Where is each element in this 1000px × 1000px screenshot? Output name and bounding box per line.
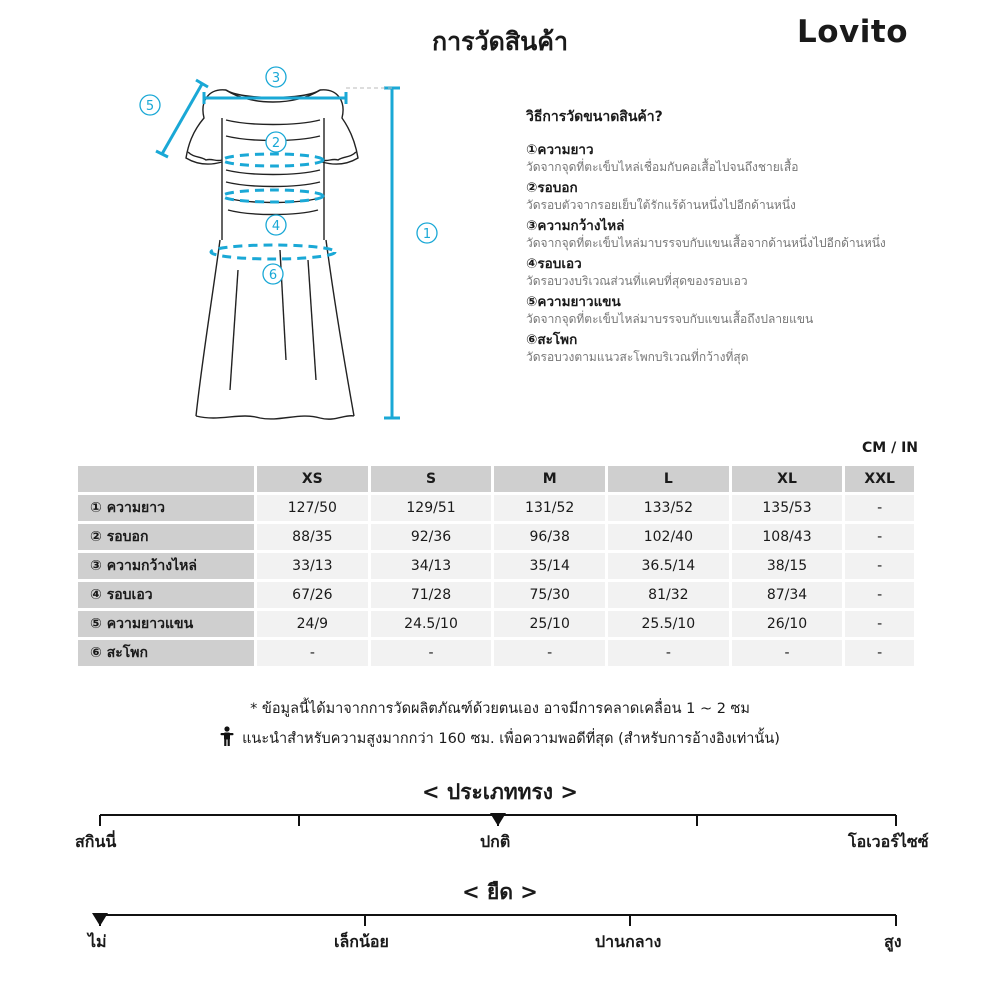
table-cell: 38/15 xyxy=(732,553,843,579)
size-header: L xyxy=(608,466,729,492)
table-cell: 81/32 xyxy=(608,582,729,608)
size-header: M xyxy=(494,466,605,492)
fit-label-oversize: โอเวอร์ไซซ์ xyxy=(848,832,929,851)
table-row xyxy=(78,611,914,637)
guide-item-hip xyxy=(526,332,966,366)
table-row xyxy=(78,640,914,666)
guide-item-sleeve xyxy=(526,294,966,328)
table-cell: 26/10 xyxy=(732,611,843,637)
table-cell: 25.5/10 xyxy=(608,611,729,637)
table-cell: - xyxy=(732,640,843,666)
table-cell: 33/13 xyxy=(257,553,368,579)
table-cell: 131/52 xyxy=(494,495,605,521)
row-label: ① ความยาว xyxy=(78,495,254,521)
row-label: ③ ความกว้างไหล่ xyxy=(78,553,254,579)
guide-item-shoulder xyxy=(526,218,966,252)
guide-item-name: ①ความยาว xyxy=(526,142,594,158)
table-row xyxy=(78,582,914,608)
marker-shoulder-label: 3 xyxy=(271,71,281,86)
guide-item-waist xyxy=(526,256,966,290)
stretch-label-medium: ปานกลาง xyxy=(595,932,662,951)
table-cell: 92/36 xyxy=(371,524,492,550)
table-cell: 88/35 xyxy=(257,524,368,550)
guide-item-bust xyxy=(526,180,966,214)
table-cell: 36.5/14 xyxy=(608,553,729,579)
fit-scale-title: < ประเภททรง > xyxy=(422,780,578,804)
table-cell: 87/34 xyxy=(732,582,843,608)
table-cell: 96/38 xyxy=(494,524,605,550)
accuracy-note: * ข้อมูลนี้ได้มาจากการวัดผลิตภัณฑ์ด้วยตนเอง อาจมีการคลาดเคลื่อน 1 ~ 2 ซม xyxy=(250,701,750,717)
guide-item-desc: วัดรอบวงตามแนวสะโพกบริเวณที่กว้างที่สุด xyxy=(526,350,749,364)
fit-scale-bar xyxy=(90,806,910,832)
guide-item-name: ⑥สะโพก xyxy=(526,332,578,348)
table-cell: 129/51 xyxy=(371,495,492,521)
table-cell: - xyxy=(494,640,605,666)
brand-logo: Lovito xyxy=(796,14,908,50)
table-cell: - xyxy=(845,524,914,550)
table-cell: - xyxy=(608,640,729,666)
height-note-text: แนะนำสำหรับความสูงมากกว่า 160 ซม. เพื่อความพอดีที่สุด (สำหรับการอ้างอิงเท่านั้น) xyxy=(242,731,780,747)
stretch-scale-marker xyxy=(92,913,108,926)
table-cell: 108/43 xyxy=(732,524,843,550)
guide-item-desc: วัดรอบตัวจากรอยเย็บใต้รักแร้ด้านหนึ่งไปอีกด้านหนึ่ง xyxy=(526,198,796,212)
marker-length-label: 1 xyxy=(422,227,432,242)
dress-diagram xyxy=(130,60,460,430)
size-chart-table xyxy=(75,463,917,669)
table-cell: 133/52 xyxy=(608,495,729,521)
size-header: XL xyxy=(732,466,843,492)
table-cell: 67/26 xyxy=(257,582,368,608)
row-label: ⑥ สะโพก xyxy=(78,640,254,666)
page-title: การวัดสินค้า xyxy=(432,27,568,56)
size-header: XS xyxy=(257,466,368,492)
guide-item-desc: วัดรอบวงบริเวณส่วนที่แคบที่สุดของรอบเอว xyxy=(526,274,748,288)
marker-hip-label: 6 xyxy=(268,268,278,283)
measurement-guide xyxy=(526,106,966,370)
person-icon xyxy=(220,726,234,746)
table-cell: 71/28 xyxy=(371,582,492,608)
measurement-lines xyxy=(156,80,400,418)
table-row xyxy=(78,524,914,550)
table-row xyxy=(78,495,914,521)
height-note xyxy=(0,726,1000,750)
table-corner-cell xyxy=(78,466,254,492)
table-header-row xyxy=(78,466,914,492)
row-label: ④ รอบเอว xyxy=(78,582,254,608)
table-cell: 25/10 xyxy=(494,611,605,637)
guide-item-desc: วัดจากจุดที่ตะเข็บไหล่มาบรรจบกับแขนเสื้อจากด้านหนึ่งไปอีกด้านหนึ่ง xyxy=(526,236,886,250)
stretch-scale-title: < ยืด > xyxy=(462,880,538,904)
unit-label: CM / IN xyxy=(862,440,918,456)
table-cell: - xyxy=(257,640,368,666)
guide-item-desc: วัดจากจุดที่ตะเข็บไหล่เชื่อมกับคอเสื้อไปจนถึงชายเสื้อ xyxy=(526,160,799,174)
marker-sleeve-label: 5 xyxy=(145,99,155,114)
stretch-scale-bar xyxy=(90,906,910,932)
table-cell: 34/13 xyxy=(371,553,492,579)
guide-item-name: ⑤ความยาวแขน xyxy=(526,294,621,310)
table-cell: - xyxy=(845,495,914,521)
table-cell: - xyxy=(845,582,914,608)
table-cell: 75/30 xyxy=(494,582,605,608)
marker-bust-label: 2 xyxy=(271,136,281,151)
row-label: ⑤ ความยาวแขน xyxy=(78,611,254,637)
marker-waist-label: 4 xyxy=(271,219,281,234)
guide-item-length xyxy=(526,142,966,176)
size-header: S xyxy=(371,466,492,492)
table-cell: 24/9 xyxy=(257,611,368,637)
fit-label-regular: ปกติ xyxy=(480,832,511,851)
table-cell: - xyxy=(845,640,914,666)
size-header: XXL xyxy=(845,466,914,492)
guide-item-desc: วัดจากจุดที่ตะเข็บไหล่มาบรรจบกับแขนเสื้อถึงปลายแขน xyxy=(526,312,814,326)
fit-label-skinny: สกินนี่ xyxy=(75,832,117,851)
guide-item-name: ②รอบอก xyxy=(526,180,578,196)
guide-item-name: ③ความกว้างไหล่ xyxy=(526,218,625,234)
table-cell: 102/40 xyxy=(608,524,729,550)
stretch-label-slight: เล็กน้อย xyxy=(334,932,389,951)
table-row xyxy=(78,553,914,579)
table-cell: 24.5/10 xyxy=(371,611,492,637)
table-cell: 127/50 xyxy=(257,495,368,521)
stretch-label-high: สูง xyxy=(884,932,902,951)
table-cell: 35/14 xyxy=(494,553,605,579)
table-cell: - xyxy=(845,553,914,579)
table-cell: - xyxy=(845,611,914,637)
guide-item-name: ④รอบเอว xyxy=(526,256,582,272)
table-cell: - xyxy=(371,640,492,666)
guide-heading: วิธีการวัดขนาดสินค้า? xyxy=(526,109,663,125)
fit-scale-marker xyxy=(490,813,506,826)
row-label: ② รอบอก xyxy=(78,524,254,550)
table-cell: 135/53 xyxy=(732,495,843,521)
stretch-label-none: ไม่ xyxy=(88,932,107,951)
